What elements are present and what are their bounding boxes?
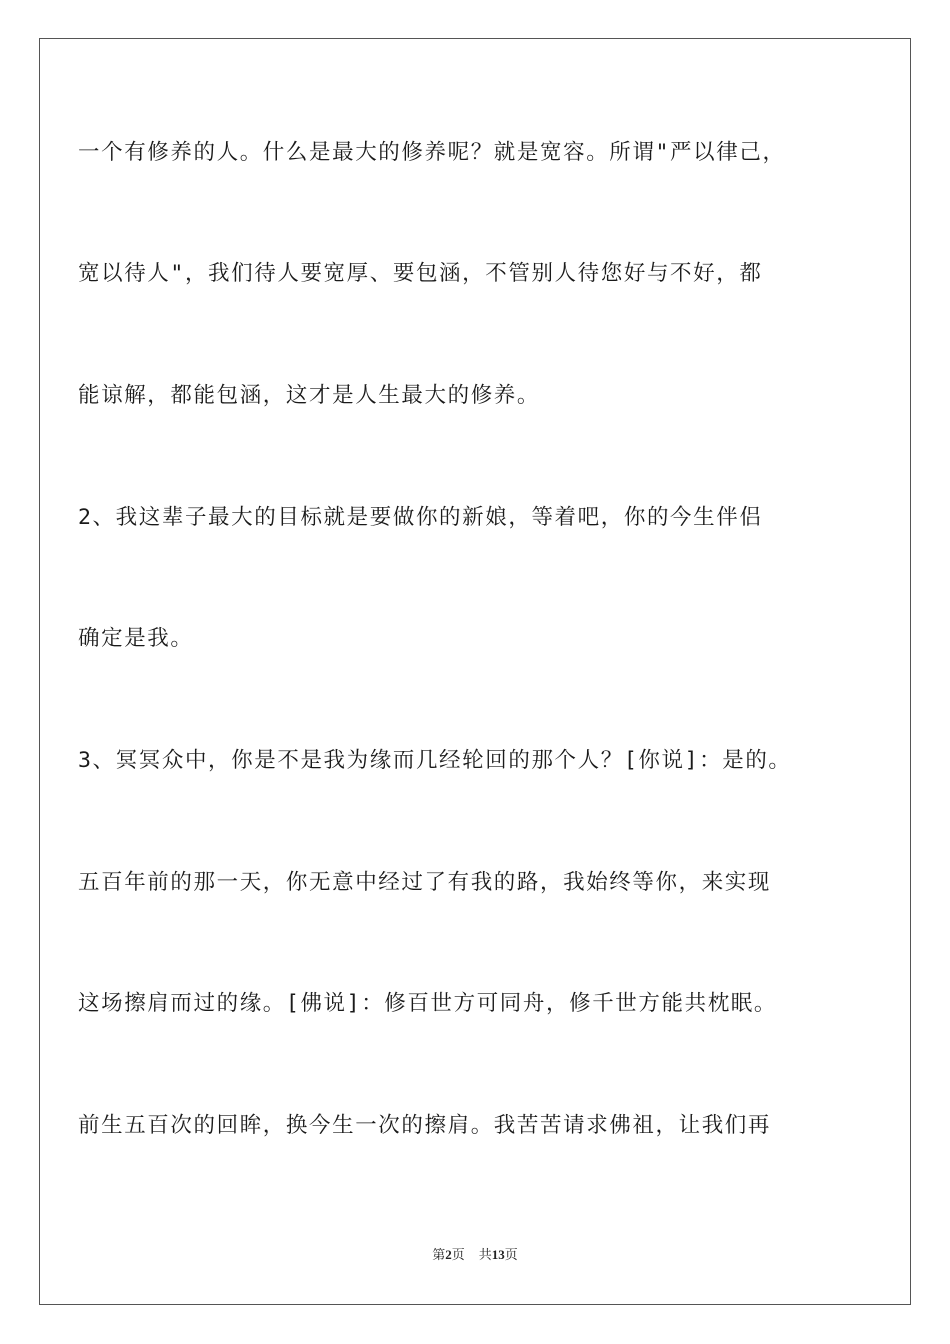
page-label-prefix: 第 (432, 1247, 446, 1262)
page-number: 2 (445, 1247, 452, 1262)
text-line: 这场擦肩而过的缘。[佛说]：修百世方可同舟，修千世方能共枕眠。 (78, 991, 777, 1016)
text-line: 2、我这辈子最大的目标就是要做你的新娘，等着吧，你的今生伴侣 (78, 505, 763, 530)
text-line: 前生五百次的回眸，换今生一次的擦肩。我苦苦请求佛祖，让我们再 (78, 1113, 772, 1138)
text-line: 宽以待人"，我们待人要宽厚、要包涵，不管别人待您好与不好，都 (78, 261, 763, 286)
total-pages: 13 (491, 1247, 505, 1262)
text-line: 一个有修养的人。什么是最大的修养呢？就是宽容。所谓"严以律己， (78, 140, 786, 165)
text-line: 确定是我。 (78, 626, 194, 651)
page-footer (0, 1244, 950, 1263)
text-line: 五百年前的那一天，你无意中经过了有我的路，我始终等你，来实现 (78, 870, 772, 895)
total-label-prefix: 共 (478, 1247, 492, 1262)
page-label-suffix: 页 (451, 1247, 465, 1262)
text-line: 能谅解，都能包涵，这才是人生最大的修养。 (78, 383, 541, 408)
total-label-suffix: 页 (504, 1247, 518, 1262)
text-line: 3、冥冥众中，你是不是我为缘而几经轮回的那个人？[你说]：是的。 (78, 748, 792, 773)
